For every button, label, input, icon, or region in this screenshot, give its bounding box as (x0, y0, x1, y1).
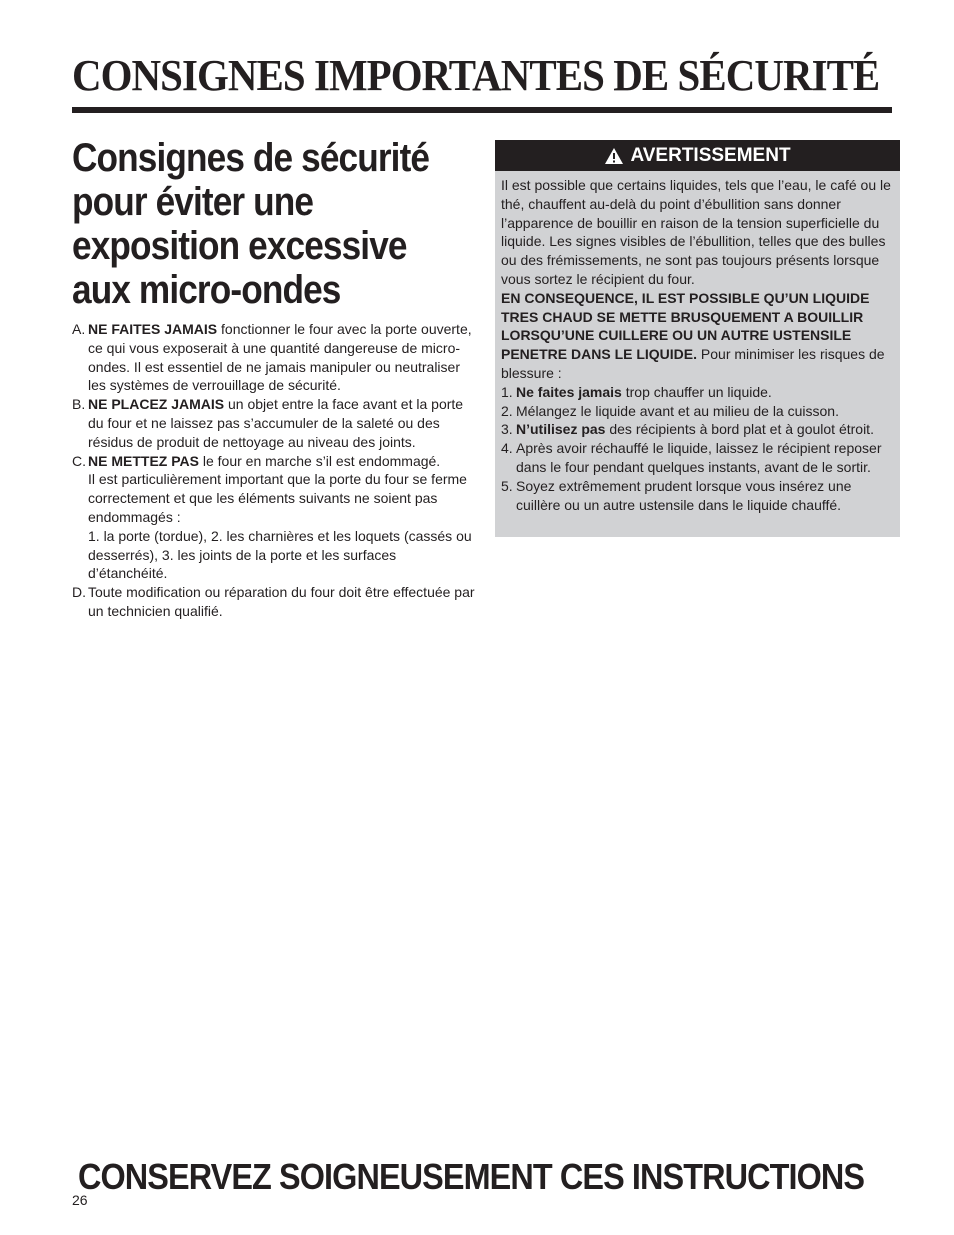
item-emphasis: NE PLACEZ JAMAIS (88, 396, 225, 413)
section-title-line: exposition excessive (72, 224, 407, 268)
warning-title: AVERTISSEMENT (630, 144, 791, 166)
item-emphasis: NE METTEZ PAS (88, 452, 199, 469)
item-label: A. (72, 321, 86, 337)
list-item (501, 439, 894, 477)
list-item (501, 383, 894, 402)
footer-title: CONSERVEZ SOIGNEUSEMENT CES INSTRUCTIONS (78, 1156, 865, 1197)
header-divider (72, 107, 892, 113)
safety-list (72, 320, 476, 621)
warning-header (495, 140, 900, 171)
warning-intro: Il est possible que certains liquides, tels que l’eau, le café ou le thé, chauffent au-delà du point d’ébullition sans donner l’apparence de bouillir en raison de la tension superficielle du liquide. Les signes visibles de l’ébullition, telles que des bulles ou des frémissements, ne sont pas toujours présents lorsque vous sortez le récipient du four. (501, 177, 891, 287)
list-item (72, 395, 476, 451)
item-text: fonctionner le four avec la porte ouverte, ce qui vous exposerait à une quantité dangereuse de micro-ondes. Il est essentiel de ne jamais manipuler ou neutraliser les systèmes de verrouillage de sécurité. (88, 321, 472, 394)
section-title (72, 136, 477, 312)
step-text: des récipients à bord plat et à goulot étroit. (605, 421, 874, 438)
warning-triangle-icon (604, 147, 624, 165)
step-emphasis: N’utilisez pas (516, 421, 606, 438)
step-text: Mélangez le liquide avant et au milieu de la cuisson. (516, 402, 839, 419)
step-emphasis: Ne faites jamais (516, 383, 622, 400)
step-text: trop chauffer un liquide. (621, 383, 772, 400)
warning-emphasis-paragraph (501, 289, 894, 383)
step-label: 5. (501, 477, 513, 494)
list-item (501, 402, 894, 421)
item-label: B. (72, 396, 86, 413)
item-text: un objet entre la face avant et la porte du four et ne laissez pas s’accumuler de la saleté ou des résidus de produit de nettoyage au niveau des joints. (88, 396, 464, 450)
item-text: Toute modification ou réparation du four doit être effectuée par un technicien qualifié. (88, 584, 475, 619)
step-label: 2. (501, 402, 513, 419)
step-text: Après avoir réchauffé le liquide, laissez le récipient reposer dans le four pendant quelques instants, avant de le sortir. (516, 440, 882, 475)
warning-body (495, 171, 900, 514)
warning-steps (501, 383, 894, 515)
list-item (501, 477, 894, 515)
warning-emphasis: EN CONSEQUENCE, IL EST POSSIBLE QU’UN LIQUIDE TRES CHAUD SE METTE BRUSQUEMENT A BOUILLIR LORSQU’UNE CUILLERE OU UN AUTRE USTENSILE PENETRE DANS LE LIQUIDE. (501, 289, 870, 363)
section-title-line: Consignes de sécurité (72, 136, 430, 180)
safety-section (72, 136, 476, 621)
section-title-line: aux micro-ondes (72, 268, 341, 312)
step-label: 3. (501, 421, 513, 438)
item-text: le four en marche s’il est endommagé. (198, 452, 441, 469)
item-label: D. (72, 584, 86, 601)
sub-item: 2. les charnières et les loquets (cassés ou desserrés), (88, 527, 472, 563)
sub-item: 1. la porte (tordue), (88, 527, 208, 544)
step-label: 1. (501, 383, 513, 400)
section-title-line: pour éviter une (72, 180, 314, 224)
sub-item: 3. les joints de la porte et les surfaces d’étanchéité. (88, 546, 397, 582)
step-label: 4. (501, 440, 513, 457)
item-note: Il est particulièrement important que la porte du four se ferme correctement et que les éléments suivants ne soient pas endommagés : (88, 471, 467, 525)
item-emphasis: NE FAITES JAMAIS (88, 321, 218, 337)
warning-box (495, 140, 900, 537)
list-item (72, 452, 476, 584)
step-text: Soyez extrêmement prudent lorsque vous insérez une cuillère ou un autre ustensile dans le liquide chauffé. (516, 477, 852, 513)
list-item (72, 320, 476, 395)
list-item (72, 583, 476, 621)
page-title: CONSIGNES IMPORTANTES DE SÉCURITÉ (72, 51, 880, 100)
list-item (501, 420, 894, 439)
page-number: 26 (72, 1192, 88, 1208)
warning-emphasis-tail: Pour minimiser les risques de blessure : (501, 346, 885, 381)
item-label: C. (72, 452, 86, 469)
